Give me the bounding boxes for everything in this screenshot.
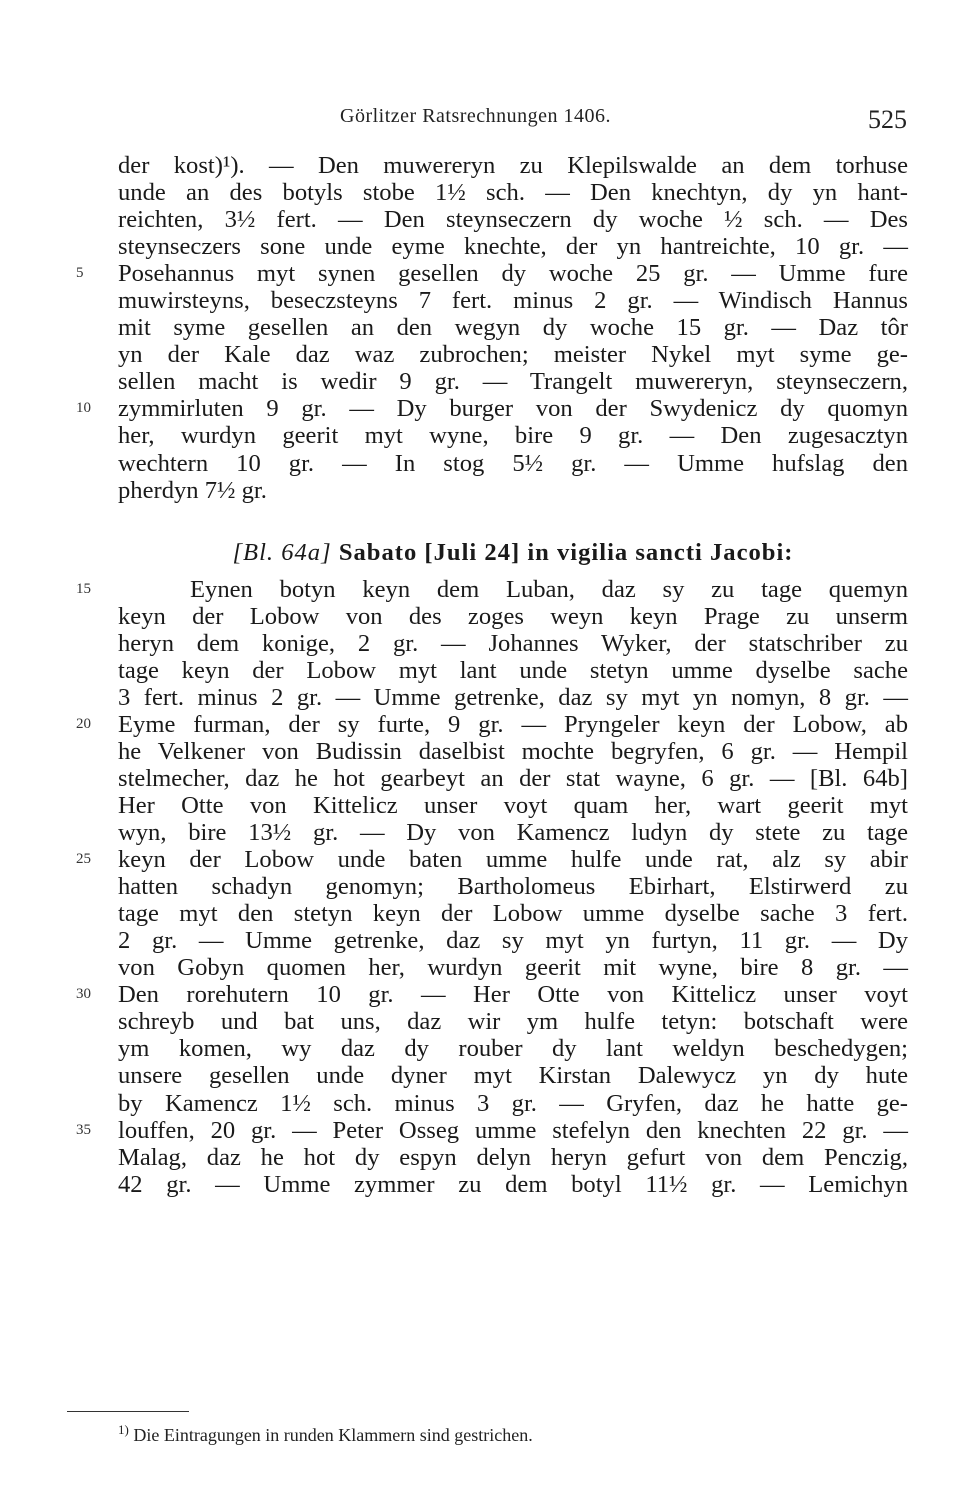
text-line: Malag, daz he hot dy espyn delyn heryn gefurt von dem Penczig, [118, 1143, 908, 1171]
text-line-numbered [76, 395, 908, 423]
text-line-numbered [76, 981, 908, 1009]
text-line: Her Otte von Kittelicz unser voyt quam her, wart geerit myt [118, 791, 908, 819]
line-number: 20 [76, 715, 91, 732]
text-line: stelmecher, daz he hot gearbeyt an der stat wayne, 6 gr. — [Bl. 64b] [118, 764, 908, 792]
text-line: tage keyn der Lobow myt lant unde stetyn umme dyselbe sache [118, 656, 908, 684]
text-line-numbered [76, 710, 908, 738]
text-line-numbered [76, 1116, 908, 1144]
body-text [76, 152, 908, 1198]
text-line: von Gobyn quomen her, wurdyn geerit mit wyne, bire 8 gr. — [118, 954, 908, 982]
text-line-numbered [76, 846, 908, 874]
page-number: 525 [868, 105, 907, 134]
text-line: sellen macht is wedir 9 gr. — Trangelt muwereryn, steynseczern, [118, 368, 908, 396]
line-content: Eynen botyn keyn dem Luban, daz sy zu tage quemyn [190, 575, 908, 603]
text-line: pherdyn 7½ gr. [118, 476, 267, 504]
line-content: Posehannus myt synen gesellen dy woche 25 gr. — Umme fure [118, 260, 908, 288]
text-line: schreyb und bat uns, daz wir ym hulfe tetyn: botschaft were [118, 1008, 908, 1036]
line-number: 15 [76, 580, 91, 597]
text-line: reichten, 3½ fert. — Den steynseczern dy woche ½ sch. — Des [118, 206, 908, 234]
line-number: 5 [76, 265, 84, 282]
line-content: Eyme furman, der sy furte, 9 gr. — Pryngeler keyn der Lobow, ab [118, 710, 908, 738]
text-line: yn der Kale daz waz zubrochen; meister Nykel myt syme ge- [118, 341, 908, 369]
text-line-numbered [76, 575, 908, 603]
running-title: Görlitzer Ratsrechnungen 1406. [340, 105, 612, 127]
line-number: 25 [76, 851, 91, 868]
footnote-text: Die Eintragungen in runden Klammern sind gestrichen. [133, 1425, 533, 1445]
line-number: 35 [76, 1121, 91, 1138]
text-line: unde an des botyls stobe 1½ sch. — Den knechtyn, dy yn hant- [118, 179, 908, 207]
line-content: Den rorehutern 10 gr. — Her Otte von Kittelicz unser voyt [118, 981, 908, 1009]
line-content: zymmirluten 9 gr. — Dy burger von der Swydenicz dy quomyn [118, 395, 908, 423]
line-content: louffen, 20 gr. — Peter Osseg umme stefelyn den knechten 22 gr. — [118, 1116, 908, 1144]
running-header [0, 105, 960, 145]
line-number: 30 [76, 986, 91, 1003]
text-line: ym komen, wy daz dy rouber dy lant weldyn beschedygen; [118, 1035, 908, 1063]
heading-text: Sabato [Juli 24] in vigilia sancti Jacobi: [338, 538, 794, 566]
section-heading [118, 530, 908, 576]
text-line: hatten schadyn genomyn; Bartholomeus Ebirhart, Elstirwerd zu [118, 873, 908, 901]
text-line: mit syme gesellen an den wegyn dy woche 15 gr. — Daz tôr [118, 314, 908, 342]
text-line: der kost)¹). — Den muwereryn zu Klepilswalde an dem torhuse [118, 152, 908, 179]
text-line: by Kamencz 1½ sch. minus 3 gr. — Gryfen, daz he hatte ge- [118, 1089, 908, 1117]
text-line: unsere gesellen unde dyner myt Kirstan Dalewycz yn dy hute [118, 1062, 908, 1090]
folio-reference: [Bl. 64a] [232, 538, 332, 566]
text-line: tage myt den stetyn keyn der Lobow umme dyselbe sache 3 fert. [118, 900, 908, 928]
footnote [118, 1422, 533, 1446]
line-content: keyn der Lobow unde baten umme hulfe unde rat, alz sy abir [118, 846, 908, 874]
text-line: 3 fert. minus 2 gr. — Umme getrenke, daz sy myt yn nomyn, 8 gr. — [118, 683, 908, 711]
text-line: her, wurdyn geerit myt wyne, bire 9 gr. — Den zugesacztyn [118, 422, 908, 450]
text-line: steynseczers sone unde eyme knechte, der yn hantreichte, 10 gr. — [118, 233, 908, 261]
text-line: keyn der Lobow von des zoges weyn keyn Prage zu unserm [118, 602, 908, 630]
text-line-numbered [76, 260, 908, 288]
text-line: he Velkener von Budissin daselbist mochte begryfen, 6 gr. — Hempil [118, 737, 908, 765]
text-line: wechtern 10 gr. — In stog 5½ gr. — Umme hufslag den [118, 449, 908, 477]
text-line: 42 gr. — Umme zymmer zu dem botyl 11½ gr. — Lemichyn [118, 1170, 908, 1198]
text-line: muwirsteyns, beseczsteyns 7 fert. minus 2 gr. — Windisch Hannus [118, 287, 908, 315]
footnote-rule [67, 1411, 189, 1412]
line-number: 10 [76, 400, 91, 417]
text-line: wyn, bire 13½ gr. — Dy von Kamencz ludyn dy stete zu tage [118, 819, 908, 847]
text-line: 2 gr. — Umme getrenke, daz sy myt yn furtyn, 11 gr. — Dy [118, 927, 908, 955]
text-line: heryn dem konige, 2 gr. — Johannes Wyker, der statschriber zu [118, 629, 908, 657]
footnote-marker: 1) [118, 1422, 129, 1437]
